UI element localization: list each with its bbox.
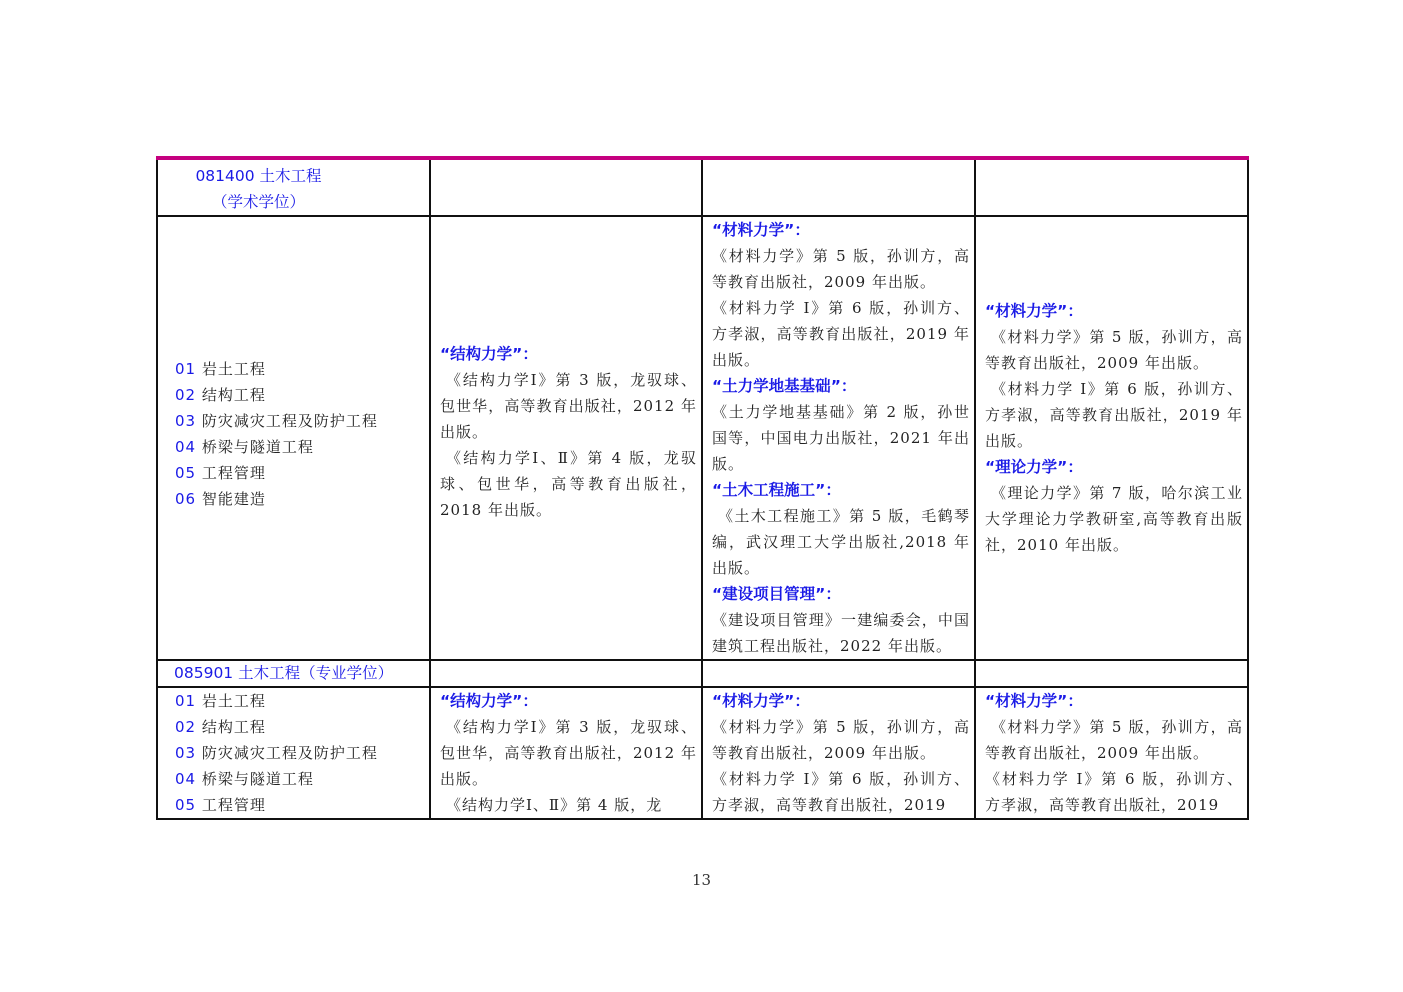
section2-materials-cell	[702, 687, 975, 819]
section2-direction-list	[158, 688, 429, 818]
section1-header-empty-4	[975, 158, 1248, 216]
book-entry: 《结构力学Ⅰ》第 3 版，龙驭球、包世华，高等教育出版社，2012 年出版。	[440, 718, 697, 788]
book-entry: 《材料力学 I》第 6 版，孙训方、方孝淑，高等教育出版社，2019 年出版。	[712, 299, 970, 369]
direction-item: 03 防灾减灾工程及防护工程	[175, 744, 378, 762]
book-entry: 《材料力学》第 5 版，孙训方，高等教育出版社，2009 年出版。	[712, 247, 970, 291]
section2-col2-content	[431, 688, 701, 818]
section1-code-line2: （学术学位）	[211, 193, 305, 211]
section1-retest-cell	[975, 216, 1248, 660]
book-entry: 《材料力学 I》第 6 版，孙训方、方孝淑，高等教育出版社，2019	[712, 770, 970, 814]
section1-materials-cell	[702, 216, 975, 660]
subject-title: “土力学地基基础”：	[712, 377, 857, 395]
section1-col2-content	[431, 341, 701, 523]
section1-code-cell	[157, 158, 430, 216]
book-entry: 《材料力学》第 5 版，孙训方，高等教育出版社，2009 年出版。	[712, 718, 970, 762]
section1-header-row	[157, 158, 1248, 216]
section2-code-cell	[157, 660, 430, 687]
book-entry: 《材料力学 I》第 6 版，孙训方、方孝淑，高等教育出版社，2019	[985, 770, 1243, 814]
book-entry: 《土力学地基基础》第 2 版，孙世国等，中国电力出版社，2021 年出版。	[712, 403, 970, 473]
subject-title: “材料力学”：	[985, 692, 1083, 710]
book-entry: 《结构力学Ⅰ、Ⅱ》第 4 版，龙	[446, 796, 663, 814]
subject-title: “理论力学”：	[985, 458, 1083, 476]
direction-item: 01 岩土工程	[175, 692, 266, 710]
direction-item: 05 工程管理	[175, 463, 266, 482]
section2-header-empty-2	[430, 660, 702, 687]
section1-header-empty-2	[430, 158, 702, 216]
section1-code-title	[158, 160, 429, 215]
direction-item: 05 工程管理	[175, 796, 266, 814]
direction-item: 01 岩土工程	[175, 359, 266, 378]
subject-title: “结构力学”：	[440, 692, 538, 710]
book-entry: 《材料力学》第 5 版，孙训方，高等教育出版社，2009 年出版。	[985, 718, 1243, 762]
book-entry: 《建设项目管理》一建编委会，中国建筑工程出版社，2022 年出版。	[712, 611, 970, 655]
section2-header-empty-4	[975, 660, 1248, 687]
page-number: 13	[691, 871, 712, 889]
subject-title: “材料力学”：	[712, 692, 810, 710]
section1-header-empty-3	[702, 158, 975, 216]
section2-structural-mechanics-cell	[430, 687, 702, 819]
section1-col3-content	[703, 217, 974, 659]
section1-col4-content	[976, 298, 1247, 558]
section1-direction-list	[158, 356, 429, 512]
section1-directions-cell	[157, 216, 430, 660]
book-entry: 《结构力学Ⅰ》第 3 版，龙驭球、包世华，高等教育出版社，2012 年出版。	[440, 371, 697, 441]
section2-code-title: 085901 土木工程（专业学位）	[174, 664, 394, 682]
section1-structural-mechanics-cell	[430, 216, 702, 660]
subject-title: “建设项目管理”：	[712, 585, 841, 603]
section2-body-row	[157, 687, 1248, 819]
section2-col4-content	[976, 688, 1247, 818]
section2-retest-cell	[975, 687, 1248, 819]
subject-title: “材料力学”：	[985, 302, 1083, 320]
book-entry: 《土木工程施工》第 5 版，毛鹤琴编，武汉理工大学出版社,2018 年出版。	[712, 507, 970, 577]
direction-item: 04 桥梁与隧道工程	[175, 770, 314, 788]
direction-item: 02 结构工程	[175, 385, 266, 404]
direction-item: 04 桥梁与隧道工程	[175, 437, 314, 456]
section2-header-row	[157, 660, 1248, 687]
direction-item: 03 防灾减灾工程及防护工程	[175, 411, 378, 430]
section1-body-row	[157, 216, 1248, 660]
book-entry: 《结构力学Ⅰ、Ⅱ》第 4 版，龙驭球、包世华，高等教育出版社，2018 年出版。	[440, 449, 697, 519]
subject-title: “材料力学”：	[712, 221, 810, 239]
exam-reference-table	[156, 156, 1249, 820]
direction-item: 02 结构工程	[175, 718, 266, 736]
direction-item: 06 智能建造	[175, 489, 266, 508]
section2-col3-content	[703, 688, 974, 818]
subject-title: “土木工程施工”：	[712, 481, 841, 499]
section1-code-line1: 081400 土木工程	[195, 167, 322, 185]
section2-directions-cell	[157, 687, 430, 819]
subject-title: “结构力学”：	[440, 345, 538, 363]
book-entry: 《材料力学 I》第 6 版，孙训方、方孝淑，高等教育出版社，2019 年出版。	[985, 380, 1243, 450]
book-entry: 《理论力学》第 7 版，哈尔滨工业大学理论力学教研室,高等教育出版社，2010 年出版。	[985, 484, 1243, 554]
book-entry: 《材料力学》第 5 版，孙训方，高等教育出版社，2009 年出版。	[985, 328, 1243, 372]
section2-header-empty-3	[702, 660, 975, 687]
